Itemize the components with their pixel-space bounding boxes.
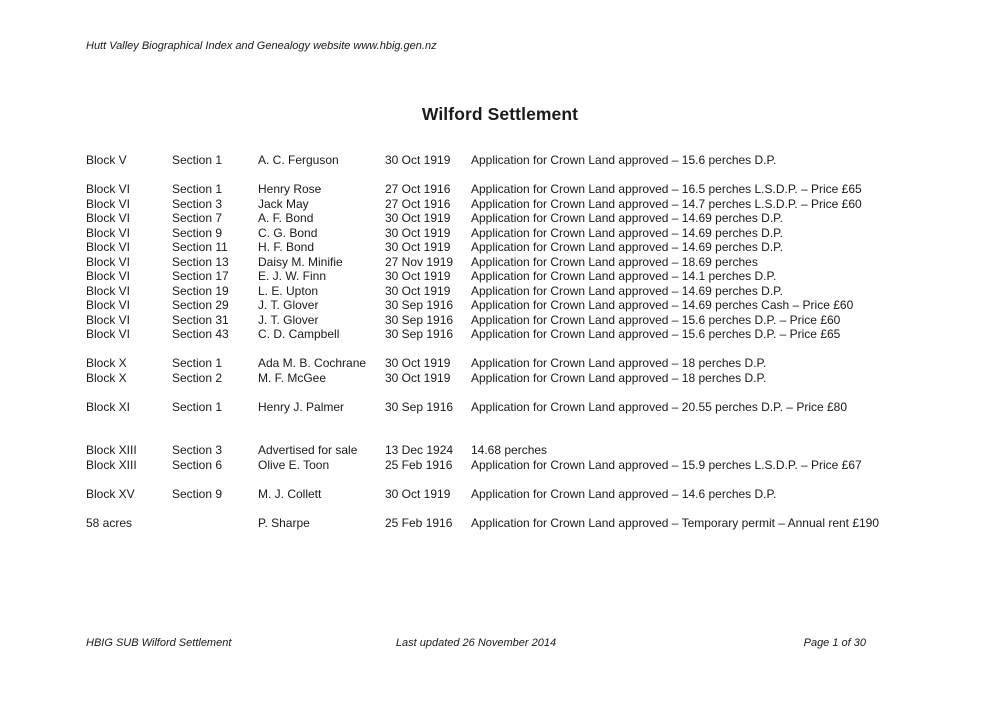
cell-description: 14.68 perches bbox=[471, 443, 548, 457]
cell-block: Block V bbox=[86, 153, 127, 167]
cell-description: Application for Crown Land approved – 15.9 perches L.S.D.P. – Price £67 bbox=[471, 457, 862, 472]
cell-description: Application for Crown Land approved – 16.5 perches L.S.D.P. – Price £65 bbox=[471, 182, 862, 196]
table-row bbox=[86, 487, 966, 502]
cell-date: 30 Oct 1919 bbox=[385, 225, 451, 240]
cell-block: Block VI bbox=[86, 196, 131, 211]
cell-description: Application for Crown Land approved – 18.69 perches bbox=[471, 254, 758, 269]
cell-section: Section 3 bbox=[172, 196, 223, 211]
cell-name: P. Sharpe bbox=[258, 515, 310, 530]
cell-description: Application for Crown Land approved – 14.7 perches L.S.D.P. – Price £60 bbox=[471, 196, 862, 211]
table-row bbox=[86, 226, 966, 241]
cell-block: Block XI bbox=[86, 399, 131, 414]
cell-date: 27 Oct 1916 bbox=[385, 196, 451, 211]
cell-date: 27 Nov 1919 bbox=[385, 254, 454, 269]
cell-block: Block VI bbox=[86, 283, 131, 298]
record-group bbox=[86, 356, 966, 385]
cell-block: Block XIII bbox=[86, 457, 137, 472]
cell-name: Olive E. Toon bbox=[258, 457, 330, 472]
cell-section: Section 43 bbox=[172, 327, 229, 341]
record-group bbox=[86, 400, 966, 415]
footer-page-number: Page 1 of 30 bbox=[803, 637, 866, 649]
cell-block: Block XIII bbox=[86, 443, 137, 457]
cell-section: Section 29 bbox=[172, 298, 229, 312]
table-row bbox=[86, 313, 966, 328]
footer-document-name: HBIG SUB Wilford Settlement bbox=[86, 637, 232, 649]
table-row bbox=[86, 327, 966, 342]
cell-date: 30 Oct 1919 bbox=[385, 211, 451, 225]
cell-section: Section 9 bbox=[172, 225, 223, 240]
cell-section: Section 1 bbox=[172, 153, 223, 167]
cell-block: Block X bbox=[86, 356, 127, 370]
cell-date: 13 Dec 1924 bbox=[385, 443, 454, 457]
cell-description: Application for Crown Land approved – 15.6 perches D.P. – Price £65 bbox=[471, 327, 841, 341]
cell-block: 58 acres bbox=[86, 515, 133, 530]
site-line: Hutt Valley Biographical Index and Genealogy website www.hbig.gen.nz bbox=[86, 40, 437, 52]
cell-name: Ada M. B. Cochrane bbox=[258, 356, 367, 370]
cell-section: Section 13 bbox=[172, 254, 229, 269]
page-title: Wilford Settlement bbox=[421, 104, 579, 124]
cell-block: Block VI bbox=[86, 327, 131, 341]
cell-section: Section 19 bbox=[172, 283, 229, 298]
cell-description: Application for Crown Land approved – 14.6 perches D.P. bbox=[471, 486, 777, 501]
table-row bbox=[86, 240, 966, 255]
table-row bbox=[86, 211, 966, 226]
cell-block: Block X bbox=[86, 370, 127, 385]
table-row bbox=[86, 400, 966, 415]
cell-section: Section 2 bbox=[172, 370, 223, 385]
cell-date: 30 Oct 1919 bbox=[385, 486, 451, 501]
cell-block: Block VI bbox=[86, 182, 131, 196]
record-group bbox=[86, 443, 966, 472]
cell-date: 30 Sep 1916 bbox=[385, 298, 454, 312]
cell-date: 27 Oct 1916 bbox=[385, 182, 451, 196]
cell-name: H. F. Bond bbox=[258, 240, 315, 254]
cell-name: M. F. McGee bbox=[258, 370, 327, 385]
cell-name: Henry J. Palmer bbox=[258, 399, 345, 414]
cell-description: Application for Crown Land approved – 14.69 perches D.P. bbox=[471, 211, 783, 225]
cell-block: Block VI bbox=[86, 225, 131, 240]
cell-name: J. T. Glover bbox=[258, 312, 319, 327]
cell-description: Application for Crown Land approved – 14.69 perches D.P. bbox=[471, 225, 783, 240]
cell-section: Section 1 bbox=[172, 356, 223, 370]
table-row bbox=[86, 284, 966, 299]
cell-date: 30 Oct 1919 bbox=[385, 370, 451, 385]
cell-description: Application for Crown Land approved – 14.69 perches D.P. bbox=[471, 283, 783, 298]
cell-block: Block VI bbox=[86, 269, 131, 283]
table-row bbox=[86, 371, 966, 386]
table-row bbox=[86, 182, 966, 197]
cell-description: Application for Crown Land approved – 14.1 perches D.P. bbox=[471, 269, 777, 283]
cell-block: Block VI bbox=[86, 312, 131, 327]
cell-section: Section 11 bbox=[172, 240, 228, 254]
cell-date: 30 Oct 1919 bbox=[385, 356, 451, 370]
table-row bbox=[86, 298, 966, 313]
table-row bbox=[86, 197, 966, 212]
record-group bbox=[86, 487, 966, 502]
cell-section: Section 3 bbox=[172, 443, 223, 457]
cell-section: Section 7 bbox=[172, 211, 223, 225]
cell-date: 30 Oct 1919 bbox=[385, 269, 451, 283]
cell-date: 30 Oct 1919 bbox=[385, 283, 451, 298]
table-row bbox=[86, 516, 966, 531]
cell-description: Application for Crown Land approved – 20.55 perches D.P. – Price £80 bbox=[471, 399, 848, 414]
cell-block: Block VI bbox=[86, 254, 131, 269]
cell-description: Application for Crown Land approved – 18 perches D.P. bbox=[471, 356, 767, 370]
cell-name: Daisy M. Minifie bbox=[258, 254, 343, 269]
record-group bbox=[86, 516, 966, 531]
cell-section bbox=[172, 516, 258, 531]
page-footer bbox=[86, 637, 866, 651]
cell-description: Application for Crown Land approved – 18 perches D.P. bbox=[471, 370, 767, 385]
cell-block: Block VI bbox=[86, 298, 131, 312]
record-group bbox=[86, 153, 966, 168]
table-row bbox=[86, 443, 966, 458]
page-header bbox=[86, 40, 437, 52]
table-row bbox=[86, 356, 966, 371]
cell-description: Application for Crown Land approved – 14.69 perches Cash – Price £60 bbox=[471, 298, 854, 312]
cell-block: Block XV bbox=[86, 486, 135, 501]
cell-name: M. J. Collett bbox=[258, 486, 322, 501]
table-row bbox=[86, 255, 966, 270]
cell-date: 30 Oct 1919 bbox=[385, 240, 451, 254]
cell-name: Advertised for sale bbox=[258, 443, 358, 457]
cell-section: Section 31 bbox=[172, 312, 229, 327]
cell-name: Jack May bbox=[258, 196, 309, 211]
cell-name: C. D. Campbell bbox=[258, 327, 340, 341]
cell-section: Section 1 bbox=[172, 182, 223, 196]
cell-block: Block VI bbox=[86, 240, 131, 254]
cell-name: A. C. Ferguson bbox=[258, 153, 339, 167]
footer-last-updated: Last updated 26 November 2014 bbox=[395, 637, 557, 649]
cell-name: J. T. Glover bbox=[258, 298, 319, 312]
cell-section: Section 1 bbox=[172, 399, 223, 414]
table-row bbox=[86, 269, 966, 284]
cell-name: L. E. Upton bbox=[258, 283, 319, 298]
cell-date: 30 Oct 1919 bbox=[385, 153, 451, 167]
cell-date: 25 Feb 1916 bbox=[385, 515, 453, 530]
cell-name: E. J. W. Finn bbox=[258, 269, 327, 283]
cell-date: 30 Sep 1916 bbox=[385, 327, 454, 341]
cell-name: A. F. Bond bbox=[258, 211, 314, 225]
cell-section: Section 9 bbox=[172, 486, 223, 501]
cell-date: 25 Feb 1916 bbox=[385, 457, 453, 472]
records-table bbox=[86, 153, 966, 530]
cell-description: Application for Crown Land approved – Temporary permit – Annual rent £190 bbox=[471, 515, 880, 530]
cell-description: Application for Crown Land approved – 15.6 perches D.P. bbox=[471, 153, 777, 167]
table-row bbox=[86, 458, 966, 473]
cell-description: Application for Crown Land approved – 15.6 perches D.P. – Price £60 bbox=[471, 312, 841, 327]
cell-date: 30 Sep 1916 bbox=[385, 312, 454, 327]
cell-name: C. G. Bond bbox=[258, 225, 318, 240]
cell-block: Block VI bbox=[86, 211, 131, 225]
table-row bbox=[86, 153, 966, 168]
record-group bbox=[86, 182, 966, 342]
cell-section: Section 17 bbox=[172, 269, 229, 283]
cell-description: Application for Crown Land approved – 14.69 perches D.P. bbox=[471, 240, 783, 254]
cell-name: Henry Rose bbox=[258, 182, 322, 196]
cell-section: Section 6 bbox=[172, 457, 223, 472]
cell-date: 30 Sep 1916 bbox=[385, 399, 454, 414]
